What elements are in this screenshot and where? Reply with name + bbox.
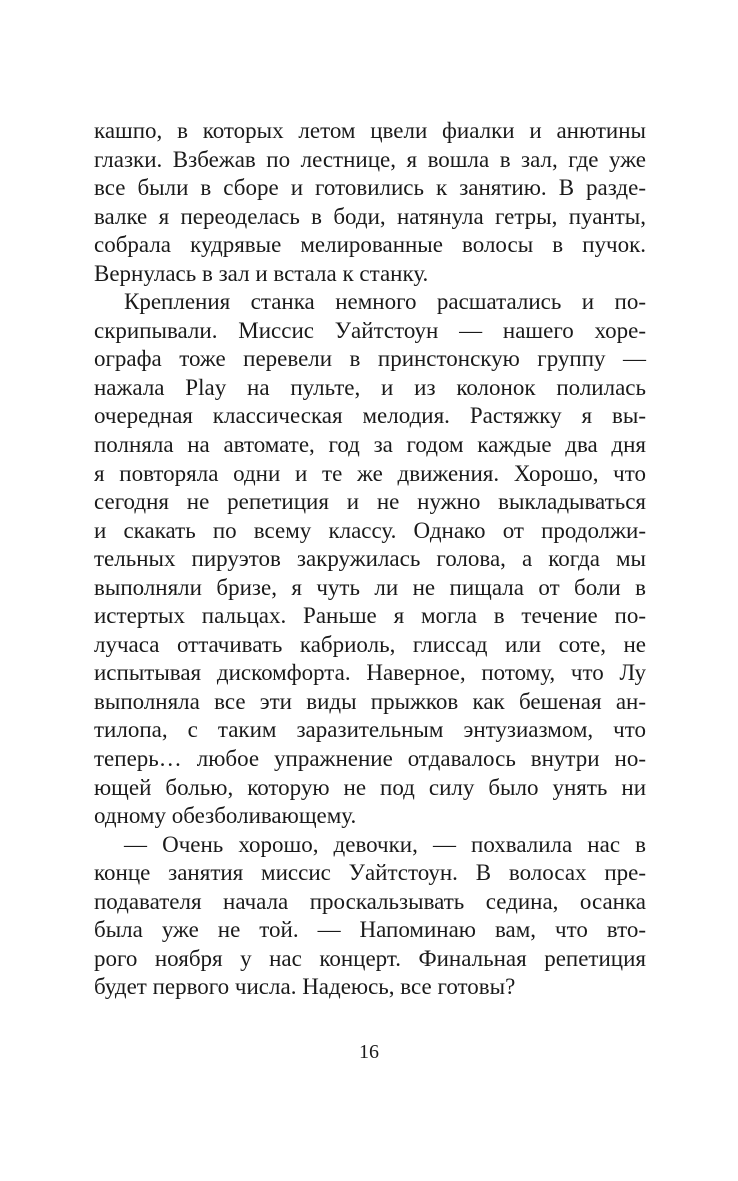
text-line: все были в сборе и готовились к занятию. В разде- — [94, 175, 646, 201]
text-line: и скакать по всему классу. Однако от продолжи- — [94, 517, 646, 543]
text-line: я повторяла одни и те же движения. Хорошо, что — [94, 460, 646, 486]
text-line: будет первого числа. Надеюсь, все готовы? — [94, 974, 516, 1000]
text-line: тельных пируэтов закружилась голова, а когда мы — [94, 546, 646, 572]
paragraph — [94, 288, 646, 830]
paragraph — [94, 117, 646, 288]
text-line: лучаса оттачивать кабриоль, глиссад или соте, не — [94, 631, 646, 657]
text-line: была уже не той. — Напоминаю вам, что вто- — [94, 917, 646, 943]
text-line: — Очень хорошо, девочки, — похвалила нас в — [124, 831, 646, 857]
text-line: истертых пальцах. Раньше я могла в течение по- — [94, 603, 646, 629]
text-line: сегодня не репетиция и не нужно выкладываться — [94, 489, 646, 515]
text-line: очередная классическая мелодия. Растяжку я вы- — [94, 403, 646, 429]
text-line: Крепления станка немного расшатались и по- — [124, 289, 646, 315]
text-line: полняла на автомате, год за годом каждые два дня — [94, 432, 646, 458]
text-line: собрала кудрявые мелированные волосы в пучок. — [94, 232, 646, 258]
text-line: Вернулась в зал и встала к станку. — [94, 260, 429, 286]
text-line: теперь… любое упражнение отдавалось внутри но- — [94, 746, 646, 772]
text-line: ющей болью, которую не под силу было унять ни — [94, 774, 646, 800]
text-line: выполняла все эти виды прыжков как бешеная ан- — [94, 688, 646, 714]
text-line: скрипывали. Миссис Уайтстоун — нашего хоре- — [94, 317, 646, 343]
text-line: глазки. Взбежав по лестнице, я вошла в зал, где уже — [94, 146, 646, 172]
text-line: одному обезболивающему. — [94, 803, 357, 829]
text-line: конце занятия миссис Уайтстоун. В волосах пре- — [94, 860, 646, 886]
text-line: выполняли бризе, я чуть ли не пищала от боли в — [94, 574, 646, 600]
page-number: 16 — [359, 1041, 379, 1063]
text-line: подавателя начала проскальзывать седина, осанка — [94, 888, 646, 914]
text-line: кашпо, в которых летом цвели фиалки и анютины — [94, 118, 646, 143]
text-line: ографа тоже перевели в принстонскую группу — — [94, 346, 646, 372]
text-line: рого ноября у нас концерт. Финальная репетиция — [94, 945, 646, 971]
text-line: тилопа, с таким заразительным энтузиазмом, что — [94, 717, 646, 743]
paragraph — [94, 831, 646, 1002]
text-line: нажала Play на пульте, и из колонок полилась — [94, 374, 646, 400]
text-line: испытывая дискомфорта. Наверное, потому, что Лу — [94, 660, 646, 686]
page-body — [94, 117, 646, 1002]
text-line: валке я переоделась в боди, натянула гетры, пуанты, — [94, 203, 646, 229]
